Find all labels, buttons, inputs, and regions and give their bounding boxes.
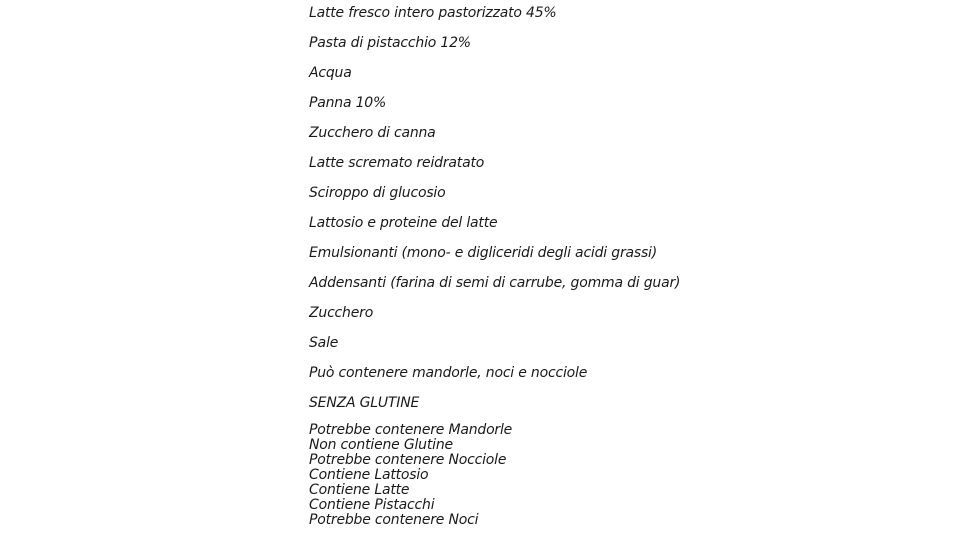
ingredient-item: Sciroppo di glucosio xyxy=(309,185,446,201)
allergen-item: Contiene Lattosio xyxy=(309,467,429,483)
ingredient-item: Pasta di pistacchio 12% xyxy=(309,35,471,51)
allergen-item: Non contiene Glutine xyxy=(309,437,453,453)
allergen-item: Contiene Pistacchi xyxy=(309,497,435,513)
allergen-item: Potrebbe contenere Mandorle xyxy=(309,422,513,438)
ingredient-item: Zucchero xyxy=(309,305,374,321)
ingredient-item: Sale xyxy=(309,335,339,351)
ingredient-item: Emulsionanti (mono- e digliceridi degli acidi grassi) xyxy=(309,245,658,261)
allergen-item: Contiene Latte xyxy=(309,482,410,498)
allergen-list xyxy=(309,423,729,528)
ingredient-item: Latte scremato reidratato xyxy=(309,155,485,171)
gluten-free-note: SENZA GLUTINE xyxy=(309,395,420,411)
ingredient-item: Acqua xyxy=(309,65,352,81)
ingredient-list xyxy=(309,0,729,413)
may-contain-note: Può contenere mandorle, noci e nocciole xyxy=(309,365,588,381)
product-info xyxy=(309,0,729,528)
ingredient-item: Panna 10% xyxy=(309,95,387,111)
ingredient-item: Latte fresco intero pastorizzato 45% xyxy=(309,5,557,21)
allergen-item: Potrebbe contenere Noci xyxy=(309,512,479,528)
ingredient-item: Zucchero di canna xyxy=(309,125,436,141)
ingredient-item: Addensanti (farina di semi di carrube, gomma di guar) xyxy=(309,275,681,291)
allergen-item: Potrebbe contenere Nocciole xyxy=(309,452,507,468)
ingredient-item: Lattosio e proteine del latte xyxy=(309,215,498,231)
